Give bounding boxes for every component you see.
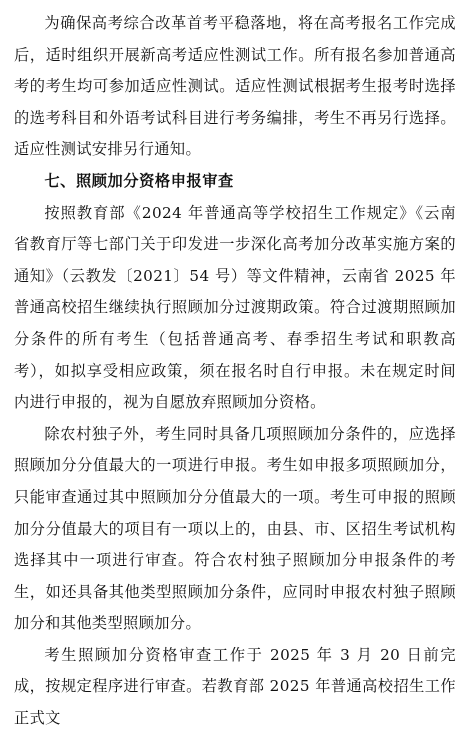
paragraph-review-deadline: 考生照顾加分资格审查工作于 2025 年 3 月 20 日前完成，按规定程序进行审查。若教育部 2025 年普通高校招生工作正式文 — [14, 645, 456, 728]
paragraph-adaptive-test: 为确保高考综合改革首考平稳落地，将在高考报名工作完成后，适时组织开展新高考适应性测试工作。所有报名参加普通高考的考生均可参加适应性测试。适应性测试根据考生报考时选择的选考科目和外语考试科目进行考务编排，考生不再另行选择。适应性测试安排另行通知。 — [14, 14, 456, 159]
paragraph-bonus-policy: 按照教育部《2024 年普通高等学校招生工作规定》《云南省教育厅等七部门关于印发进一步深化高考加分改革实施方案的通知》（云教发〔2021〕54 号）等文件精神，云南省 2025 年普通高校招生继续执行照顾加分过渡期政策。符合过渡期照顾加分条件的所有考生（包括普通高考、春季招生考试和职教高考），如拟享受相应政策，须在报名时自行申报。未在规定时间内进行申报的，视为自愿放弃照顾加分资格。 — [14, 203, 456, 412]
section-heading: 七、照顾加分资格申报审查 — [44, 171, 234, 190]
paragraph-bonus-selection: 除农村独子外，考生同时具备几项照顾加分条件的，应选择照顾加分分值最大的一项进行申报。考生如申报多项照顾加分，只能审查通过其中照顾加分分值最大的一项。考生可申报的照顾加分分值最大的项目有一项以上的，由县、市、区招生考试机构选择其中一项进行审查。符合农村独子照顾加分申报条件的考生，如还具备其他类型照顾加分条件，应同时申报农村独子照顾加分和其他类型照顾加分。 — [14, 424, 456, 633]
